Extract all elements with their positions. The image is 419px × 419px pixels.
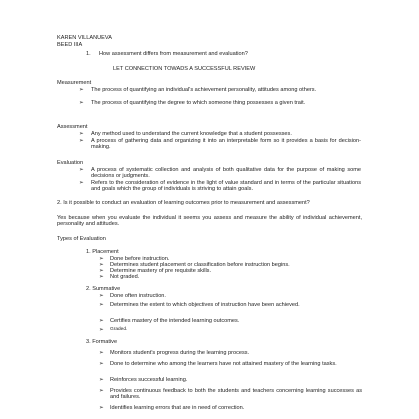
q1-question: How assessment differs from measurement and evaluation? [99, 51, 248, 57]
student-name: KAREN VILLANUEVA [57, 35, 112, 41]
bullet-arrow-icon: ➢ [99, 293, 104, 299]
assessment-item-1: Any method used to understand the current knowledge that a student possesses. [91, 131, 292, 137]
bullet-arrow-icon: ➢ [99, 388, 104, 394]
review-title: LET CONNECTION TOWADS A SUCCESSFUL REVIEW [113, 66, 256, 72]
summative-label: 2. Summative [86, 286, 121, 292]
bullet-arrow-icon: ➢ [99, 274, 104, 280]
formative-item-4: Provides continuous feedback to both the students and teachers concerning learning successes as and failures. [110, 388, 362, 401]
bullet-arrow-icon: ➢ [79, 180, 84, 186]
bullet-arrow-icon: ➢ [79, 87, 84, 93]
summative-item-4: Graded. [110, 327, 128, 332]
placement-label: 1. Placement [86, 249, 119, 255]
formative-item-1: Monitors student's progress during the learning process. [110, 350, 250, 356]
summative-item-1: Done often instruction. [110, 293, 166, 299]
bullet-arrow-icon: ➢ [99, 327, 104, 333]
bullet-arrow-icon: ➢ [79, 131, 84, 137]
bullet-arrow-icon: ➢ [99, 256, 104, 262]
bullet-arrow-icon: ➢ [99, 361, 104, 367]
placement-item-1: Done before instruction. [110, 256, 170, 262]
bullet-arrow-icon: ➢ [99, 268, 104, 274]
bullet-arrow-icon: ➢ [99, 302, 104, 308]
bullet-arrow-icon: ➢ [99, 262, 104, 268]
bullet-arrow-icon: ➢ [99, 318, 104, 324]
formative-label: 3. Formative [86, 339, 118, 345]
formative-item-2: Done to determine who among the learners have not attained mastery of the learning tasks. [110, 361, 337, 367]
course-section: BEED IIIA [57, 42, 83, 48]
bullet-arrow-icon: ➢ [79, 167, 84, 173]
placement-item-2: Determines student placement or classification before instruction begins. [110, 262, 290, 268]
q2-question: 2. Is it possible to conduct an evaluation of learning outcomes prior to measurement and assessment? [57, 200, 310, 206]
bullet-arrow-icon: ➢ [79, 100, 84, 106]
formative-item-3: Reinforces successful learning. [110, 377, 188, 383]
measurement-heading: Measurement [57, 80, 92, 86]
measurement-item-1: The process of quantifying an individual's achievement personality, attitudes among others. [91, 87, 317, 93]
evaluation-item-2: Refers to the consideration of evidence in the light of value standard and in terms of the particular situations and goals which the group of individuals is striving to attain goals. [91, 180, 361, 193]
evaluation-heading: Evaluation [57, 160, 84, 166]
bullet-arrow-icon: ➢ [99, 405, 104, 411]
bullet-arrow-icon: ➢ [99, 377, 104, 383]
q2-answer: Yes because when you evaluate the individual it seems you assess and measure the ability of individual achievement, personality and attitudes. [57, 215, 362, 228]
bullet-arrow-icon: ➢ [79, 138, 84, 144]
measurement-item-2: The process of quantifying the degree to which someone thing possesses a given trait. [91, 100, 306, 106]
assessment-item-2: A process of gathering data and organizing it into an interpretable form so it provides a basis for decision-making. [91, 138, 361, 151]
assessment-heading: Assessment [57, 124, 88, 130]
placement-item-4: Not graded. [110, 274, 140, 280]
q1-number: 1. [86, 51, 91, 57]
summative-item-3: Certifies mastery of the intended learning outcomes. [110, 318, 240, 324]
bullet-arrow-icon: ➢ [99, 350, 104, 356]
placement-item-3: Determine mastery of pre requisite skills. [110, 268, 212, 274]
types-heading: Types of Evaluation [57, 236, 106, 242]
evaluation-item-1: A process of systematic collection and analysis of both qualitative data for the purpose of making some decisions or judgments. [91, 167, 361, 180]
formative-item-5: Identifies learning errors that are in need of correction. [110, 405, 245, 411]
summative-item-2: Determines the extent to which objectives of instruction have been achieved. [110, 302, 300, 308]
